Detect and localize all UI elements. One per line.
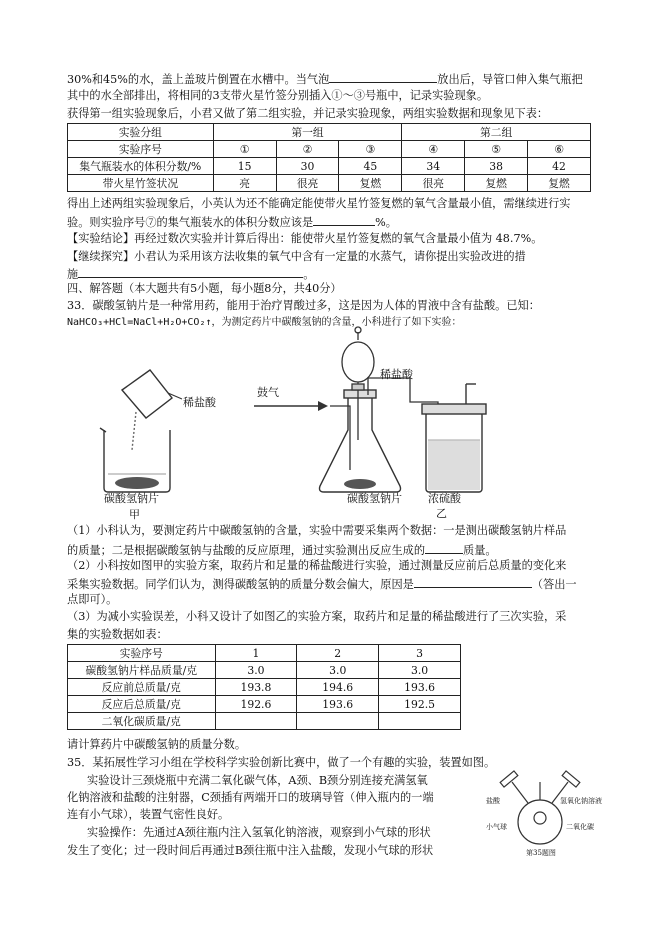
q35-line-6: 发生了变化；过一段时间后再通过B颈往瓶中注入盐酸，发现小气球的形状	[67, 844, 434, 857]
acid-liquid	[428, 440, 480, 490]
table-cell: 3.0	[215, 662, 297, 679]
table-cell: 42	[528, 158, 591, 175]
q33-ask: 请计算药片中碳酸氢钠的质量分数。	[67, 738, 247, 751]
table-cell: ①	[213, 141, 276, 158]
row-label: 反应前总质量/克	[68, 679, 216, 696]
pouring-cup-icon	[122, 370, 172, 450]
table-cell: ③	[339, 141, 402, 158]
label-hcl-b: 稀盐酸	[380, 368, 413, 381]
row-label: 二氧化碳质量/克	[68, 713, 216, 730]
text-segment: %。	[375, 216, 397, 229]
inquiry-line-1: 【继续探究】小君认为采用该方法收集的氧气中含有一定量的水蒸气，请你提出实验改进的措	[67, 250, 526, 263]
table-cell: 192.6	[215, 696, 297, 713]
text-segment: 的质量；二是根据碳酸氢钠与盐酸的反应原理，通过实验测出反应生成的	[67, 544, 426, 557]
label-tablet-b: 碳酸氢钠片	[347, 492, 402, 505]
fig35-label-hcl: 盐酸	[486, 797, 500, 805]
q33-line-2: NaHCO₃+HCl=NaCl+H₂O+CO₂↑，为测定药片中碳酸氢钠的含量，小科进行了如下实验：	[67, 317, 462, 328]
q33-part2-line-2	[67, 575, 577, 593]
p1-line-2: 其中的水全部排出，将相同的3支带火星竹签分别插入①～③号瓶中，记录实验现象。	[67, 89, 489, 102]
table-row	[68, 662, 461, 679]
label-h2so4: 浓硫酸	[428, 492, 461, 505]
separatory-funnel-icon	[342, 327, 374, 440]
table-cell: 3.0	[379, 662, 461, 679]
tablet-powder-icon	[115, 477, 159, 489]
table-row	[68, 696, 461, 713]
row-label: 反应后总质量/克	[68, 696, 216, 713]
air-arrow-icon	[254, 401, 328, 411]
table-cell-answer[interactable]	[379, 713, 461, 730]
fig35-label-naoh: 氢氧化钠溶液	[560, 797, 602, 805]
q35-line-4: 连有小气球），装置气密性良好。	[67, 808, 230, 821]
table-cell: 复燃	[339, 175, 402, 192]
table-cell: 38	[465, 158, 528, 175]
text-segment: 质量。	[463, 544, 497, 557]
text-segment: 。	[303, 268, 315, 281]
text-segment: （答出一	[531, 578, 577, 591]
three-neck-flask-icon	[500, 771, 580, 844]
text-segment: 采集实验数据。同学们认为，测得碳酸氢钠的质量分数会偏大，原因是	[67, 578, 414, 591]
conical-flask-icon	[320, 390, 401, 492]
label-jia: 甲	[129, 508, 140, 521]
label-blow: 鼓气	[257, 386, 279, 399]
table-cell-answer[interactable]	[215, 713, 297, 730]
table-cell: 193.8	[215, 679, 297, 696]
table-cell-answer[interactable]	[297, 713, 379, 730]
table-header-cell: 2	[297, 645, 379, 662]
fig35-label-co2: 二氧化碳	[566, 823, 594, 831]
row-label: 实验序号	[68, 141, 214, 158]
q33-part1-line-2	[67, 541, 497, 559]
table-header-cell: 3	[379, 645, 461, 662]
p2-line-1: 得出上述两组实验现象后，小英认为还不能确定能使带火星竹签复燃的氧气含量最小值，需继续进行实	[67, 197, 571, 210]
table-cell: 3.0	[297, 662, 379, 679]
mass-table	[67, 644, 461, 730]
table-header-cell: 实验序号	[68, 645, 216, 662]
row-label: 集气瓶装水的体积分数/%	[68, 158, 214, 175]
table-cell: 亮	[213, 175, 276, 192]
row-label: 碳酸氢钠片样品质量/克	[68, 662, 216, 679]
q33-part3-line-1: （3）为减小实验误差，小科又设计了如图乙的实验方案，取药片和足量的稀盐酸进行了三次实验，采	[67, 610, 567, 623]
table-row	[68, 713, 461, 730]
q33-part3-line-2: 集的实验数据如表：	[67, 628, 168, 641]
table-header-cell: 1	[215, 645, 297, 662]
row-label: 带火星竹签状况	[68, 175, 214, 192]
q35-line-1: 35．某拓展性学习小组在学校科学实验创新比赛中，做了一个有趣的实验，装置如图。	[67, 756, 496, 769]
label-yi: 乙	[436, 507, 447, 520]
text-segment: 30%和45%的水，盖上盖玻片倒置在水槽中。当气泡	[67, 73, 330, 86]
table-cell: 很亮	[276, 175, 339, 192]
table-cell: 194.6	[297, 679, 379, 696]
table-cell: 45	[339, 158, 402, 175]
conclusion-line: 【实验结论】再经过数次实验并计算后得出：能使带火星竹签复燃的氧气含量最小值为 48.7%。	[67, 232, 543, 245]
table-cell: 很亮	[402, 175, 465, 192]
table-cell: 15	[213, 158, 276, 175]
q33-part2-line-1: （2）小科按如图甲的实验方案，取药片和足量的稀盐酸进行实验，通过测量反应前后总质量的变化来	[67, 559, 567, 572]
table-cell: ⑤	[465, 141, 528, 158]
answer-blank[interactable]	[414, 575, 532, 588]
table-cell: ②	[276, 141, 339, 158]
q33-part2-line-3: 点即可）。	[67, 593, 118, 606]
label-tablet-a: 碳酸氢钠片	[104, 492, 159, 505]
table-cell: 192.5	[379, 696, 461, 713]
answer-blank[interactable]	[425, 541, 463, 554]
q35-line-3: 化钠溶液和盐酸的注射器，C颈插有两端开口的玻璃导管（伸入瓶内的一端	[67, 791, 434, 804]
text-segment: 施	[67, 268, 79, 281]
q33-line-1: 33．碳酸氢钠片是一种常用药，能用于治疗胃酸过多，这是因为人体的胃液中含有盐酸。已知：	[67, 299, 540, 312]
p1-line-3: 获得第一组实验现象后，小君又做了第二组实验，并记录实验现象，两组实验数据和现象见下表：	[67, 107, 549, 120]
table-cell: ④	[402, 141, 465, 158]
table-header-row	[68, 645, 461, 662]
table-cell: 193.6	[297, 696, 379, 713]
table-header-cell: 第二组	[402, 124, 591, 141]
table-cell: 30	[276, 158, 339, 175]
q33-part1-line-1: （1）小科认为，要测定药片中碳酸氢钠的含量，实验中需要采集两个数据：一是测出碳酸氢钠片样品	[67, 524, 567, 537]
table-cell: 复燃	[465, 175, 528, 192]
text-segment: 验。则实验序号⑦的集气瓶装水的体积分数应该是	[67, 216, 314, 229]
table-cell: 193.6	[379, 679, 461, 696]
text-segment: 放出后，导管口伸入集气瓶把	[437, 73, 583, 86]
fig35-label-balloon: 小气球	[486, 823, 507, 831]
table-cell: ⑥	[528, 141, 591, 158]
q35-line-2: 实验设计三颈烧瓶中充满二氧化碳气体，A颈、B颈分别连接充满氢氧	[87, 774, 428, 787]
q35-line-5: 实验操作：先通过A颈往瓶内注入氢氧化钠溶液，观察到小气球的形状	[87, 826, 431, 839]
tablet-powder-icon	[344, 479, 376, 489]
table-row	[68, 679, 461, 696]
table-cell: 复燃	[528, 175, 591, 192]
section-heading: 四、解答题（本大题共有5小题，每小题8分，共40分）	[67, 282, 342, 295]
table-cell: 34	[402, 158, 465, 175]
label-hcl-a: 稀盐酸	[183, 396, 216, 409]
table-header-cell: 实验分组	[68, 124, 214, 141]
table-header-cell: 第一组	[213, 124, 402, 141]
fig35-caption: 第35题图	[526, 849, 556, 857]
